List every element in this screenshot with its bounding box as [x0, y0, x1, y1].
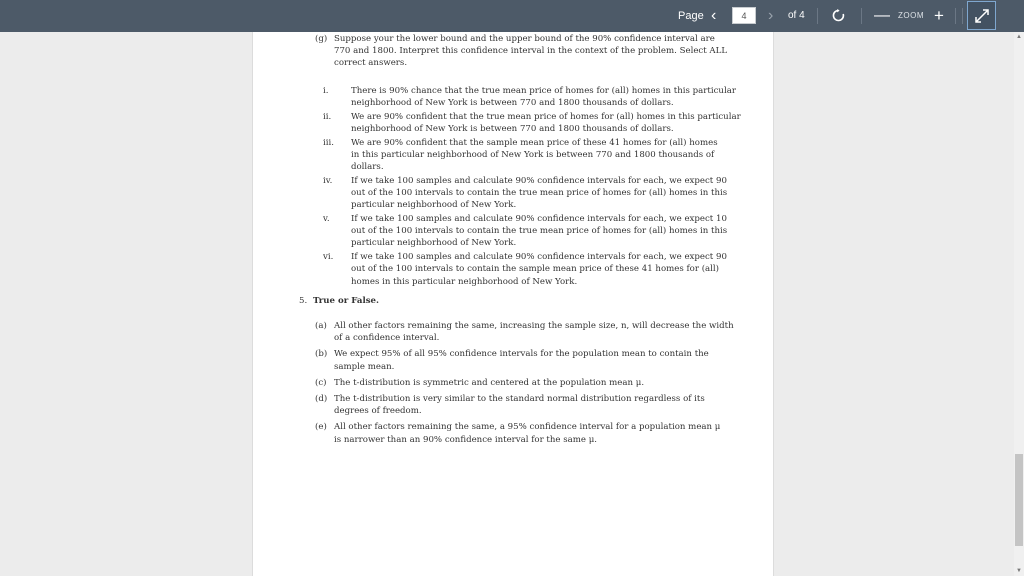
option-text-line: If we take 100 samples and calculate 90% confidence intervals for each, we expect 10 [351, 214, 727, 224]
zoom-out-button[interactable]: — [874, 7, 890, 24]
viewer-toolbar [0, 0, 1024, 32]
rotate-button[interactable] [832, 0, 846, 32]
page-total: of 4 [788, 10, 805, 21]
option-text-line: particular neighborhood of New York. [351, 238, 517, 249]
option-text-line: out of the 100 intervals to contain the true mean price of homes for (all) homes in this [351, 188, 728, 199]
option-number: vi. [323, 252, 334, 263]
vertical-scrollbar[interactable] [1014, 32, 1024, 576]
previous-page-button[interactable]: ‹ [711, 7, 717, 24]
option-text-line: dollars. [351, 162, 384, 173]
next-page-button[interactable]: › [768, 7, 774, 24]
true-false-item-label: (e) [315, 422, 327, 433]
option-text-line: particular neighborhood of New York. [351, 200, 517, 211]
question-5-title: True or False. [313, 296, 380, 306]
option-text-line: There is 90% chance that the true mean price of homes for (all) homes in this particular [351, 86, 736, 96]
question-g-text-line: 770 and 1800. Interpret this confidence interval in the context of the problem. Select ALL [334, 46, 728, 57]
scrollbar-thumb[interactable] [1015, 454, 1023, 546]
option-number: i. [323, 86, 329, 96]
true-false-item-text-line: degrees of freedom. [334, 406, 422, 417]
true-false-item-text-line: sample mean. [334, 361, 395, 372]
option-number: v. [323, 214, 330, 224]
option-text-line: out of the 100 intervals to contain the sample mean price of these 41 homes for (all) [351, 264, 720, 275]
true-false-item-text-line: The t-distribution is very similar to the standard normal distribution regardless of its [334, 394, 705, 404]
rotate-icon [832, 9, 845, 22]
scroll-down-arrow-icon[interactable]: ▼ [1016, 568, 1022, 574]
option-number: ii. [323, 111, 332, 122]
document-viewer[interactable] [0, 32, 1014, 576]
option-text-line: homes in this particular neighborhood of New York. [351, 276, 578, 287]
question-g-text-line: correct answers. [334, 58, 408, 69]
fullscreen-icon [975, 9, 989, 23]
true-false-item-text-line: All other factors remaining the same, a 95% confidence interval for a population mean μ [334, 422, 721, 433]
zoom-in-button[interactable]: + [934, 6, 944, 25]
true-false-item-text-line: is narrower than an 90% confidence interval for the same μ. [334, 434, 598, 445]
option-text-line: in this particular neighborhood of New York is between 770 and 1800 thousands of [351, 150, 715, 160]
true-false-item-label: (a) [315, 321, 327, 331]
option-text-line: If we take 100 samples and calculate 90% confidence intervals for each, we expect 90 [351, 175, 727, 186]
option-text-line: neighborhood of New York is between 770 and 1800 thousands of dollars. [351, 124, 674, 135]
option-text-line: neighborhood of New York is between 770 and 1800 thousands of dollars. [351, 98, 674, 109]
option-text-line: If we take 100 samples and calculate 90% confidence intervals for each, we expect 90 [351, 252, 727, 263]
question-g-text-line: Suppose your the lower bound and the upper bound of the 90% confidence interval are [334, 34, 715, 44]
option-text-line: out of the 100 intervals to contain the true mean price of homes for (all) homes in this [351, 226, 728, 237]
option-number: iv. [323, 175, 333, 186]
document-page [252, 32, 774, 576]
page-number-input[interactable] [732, 7, 756, 24]
toolbar-divider [962, 8, 963, 24]
zoom-label: ZOOM [898, 11, 924, 20]
true-false-item-text-line: The t-distribution is symmetric and centered at the population mean μ. [334, 377, 645, 388]
true-false-item-label: (b) [315, 349, 328, 360]
fullscreen-button[interactable] [967, 1, 996, 30]
toolbar-divider [817, 8, 818, 24]
option-number: iii. [323, 137, 334, 148]
option-text-line: We are 90% confident that the sample mean price of these 41 homes for (all) homes [351, 137, 718, 148]
toolbar-divider [861, 8, 862, 24]
true-false-item-label: (d) [315, 394, 328, 404]
true-false-item-label: (c) [315, 377, 327, 388]
true-false-item-text-line: We expect 95% of all 95% confidence intervals for the population mean to contain the [334, 349, 709, 360]
page-label: Page [678, 10, 704, 22]
true-false-item-text-line: All other factors remaining the same, increasing the sample size, n, will decrease the width [334, 321, 734, 331]
scroll-up-arrow-icon[interactable]: ▲ [1016, 34, 1022, 40]
option-text-line: We are 90% confident that the true mean price of homes for (all) homes in this particular [351, 111, 741, 122]
true-false-item-text-line: of a confidence interval. [334, 333, 440, 344]
question-5-number: 5. [299, 296, 308, 306]
question-g-label: (g) [315, 34, 328, 44]
toolbar-divider [955, 8, 956, 24]
